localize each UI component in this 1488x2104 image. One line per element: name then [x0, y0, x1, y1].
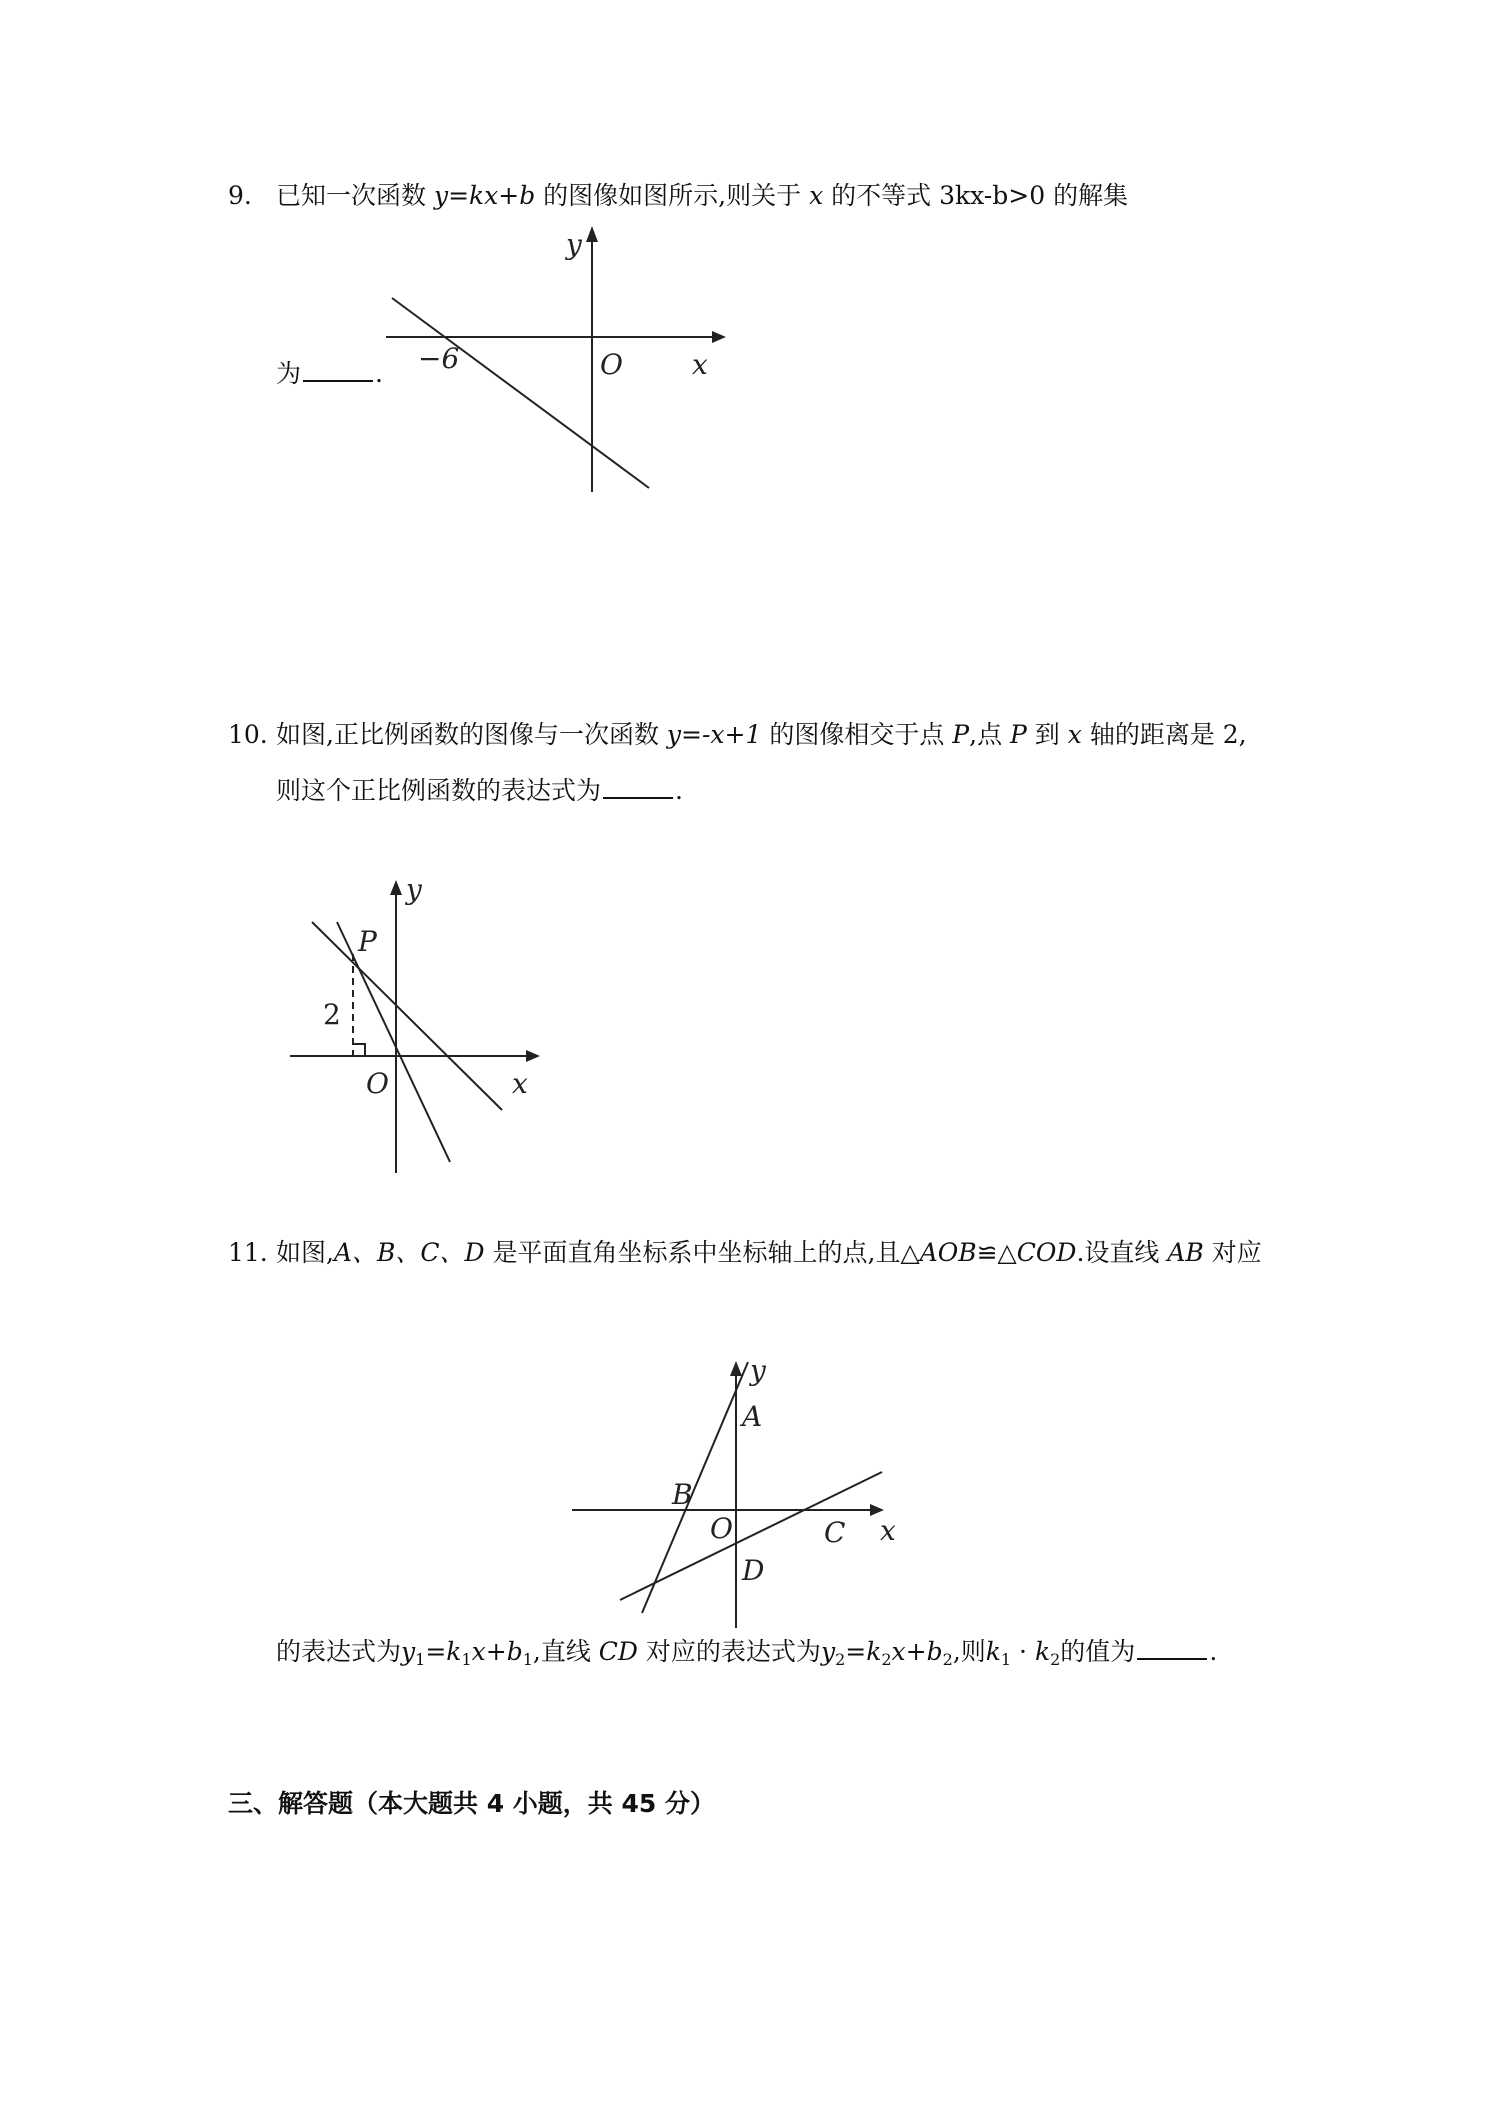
q11-point-d-label: D [742, 1554, 765, 1587]
q9-answer-blank[interactable] [303, 358, 373, 382]
q9-x-label: x [692, 348, 708, 381]
section3-title: 三、解答题（本大题共 4 小题，共 45 分） [228, 1789, 716, 1818]
q11-line2: 的表达式为$y_1=k_1x+b_1$,直线 CD 对应的表达式为$y_2=k_2x+b_2$,则$k_1 \cdot k_2$的值为 . [276, 1637, 1218, 1669]
q9-intercept-label: −6 [418, 342, 460, 375]
q10-x-label: x [512, 1067, 528, 1100]
q11-answer-blank[interactable] [1137, 1636, 1207, 1660]
q9-line2: 为 . [276, 359, 383, 388]
q9-origin-label: O [600, 348, 623, 381]
q10-origin-label: O [366, 1067, 389, 1100]
q11-point-c-label: C [824, 1516, 846, 1549]
q10-line1: 10. 如图,正比例函数的图像与一次函数 y=-x+1 的图像相交于点 P,点 P 到 x 轴的距离是 2, [228, 720, 1247, 749]
q9-graph [370, 230, 710, 510]
q10-distance-label: 2 [323, 998, 341, 1031]
q11-point-b-label: B [672, 1478, 693, 1511]
q10-point-p-label: P [358, 925, 377, 958]
q11-graph [570, 1354, 896, 1640]
q11-y-label: y [750, 1354, 766, 1387]
q10-graph [290, 873, 550, 1175]
q11-number: 11. [228, 1238, 268, 1267]
q11-origin-label: O [710, 1512, 733, 1545]
q10-y-label: y [406, 873, 422, 906]
q9-number: 9. [228, 181, 252, 210]
q10-number: 10. [228, 720, 268, 749]
q9-line1: 9. 已知一次函数 y=kx+b 的图像如图所示,则关于 x 的不等式 3kx-b>0 的解集 [228, 181, 1129, 210]
q9-y-label: y [566, 228, 582, 261]
q9-inequality: 3kx-b>0 [939, 181, 1046, 210]
q11-point-a-label: A [742, 1400, 763, 1433]
q10-line2: 则这个正比例函数的表达式为 . [276, 776, 683, 805]
q10-answer-blank[interactable] [603, 775, 673, 799]
q11-line1: 11. 如图,A、B、C、D 是平面直角坐标系中坐标轴上的点,且△AOB≌△COD.设直线 AB 对应 [228, 1238, 1262, 1267]
q11-x-label: x [880, 1514, 896, 1547]
